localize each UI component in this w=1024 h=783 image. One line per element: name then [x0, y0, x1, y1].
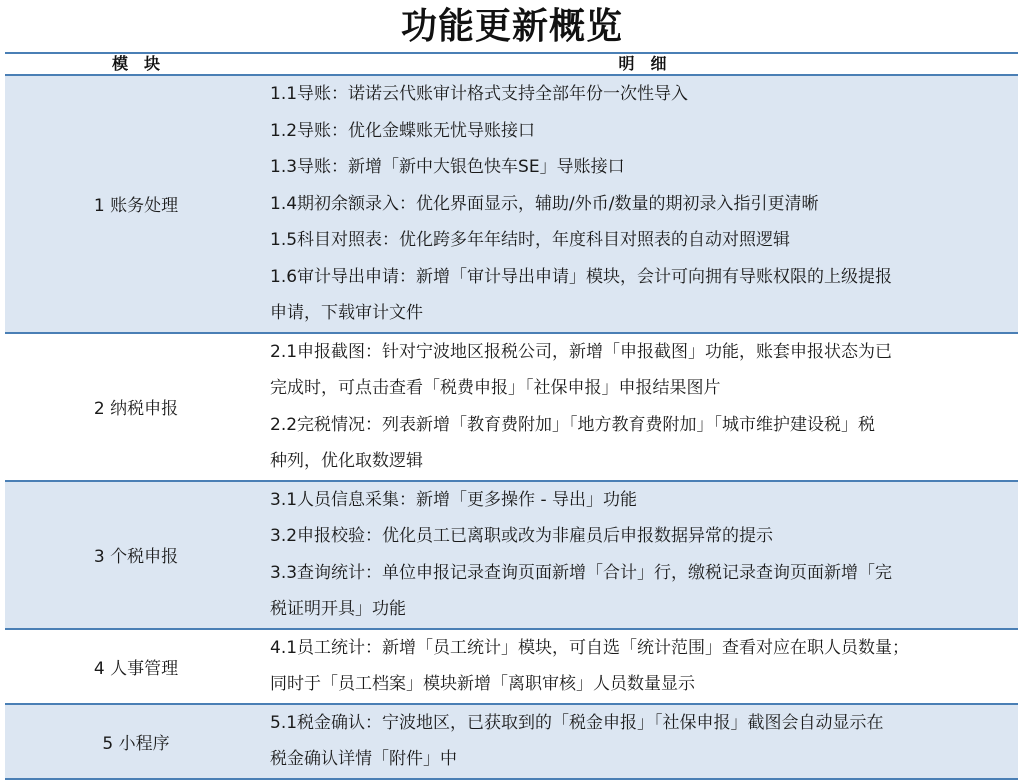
- detail-line: 税金确认详情「附件」中: [270, 749, 457, 769]
- module-cell: 4 人事管理: [93, 658, 179, 679]
- detail-line: 2.2完税情况：列表新增「教育费附加」「地方教育费附加」「城市维护建设税」税: [270, 414, 876, 435]
- header-module: 模 块: [111, 54, 160, 73]
- detail-line: 同时于「员工档案」模块新增「离职审核」人员数量显示: [270, 674, 695, 694]
- detail-cell: [267, 482, 1018, 628]
- detail-line: 3.2申报校验：优化员工已离职或改为非雇员后申报数据异常的提示: [270, 526, 774, 546]
- detail-line: 种列，优化取数逻辑: [270, 451, 423, 471]
- detail-line: 1.2导账：优化金蝶账无忧导账接口: [270, 120, 536, 141]
- detail-cell: [267, 76, 1018, 332]
- module-cell: 1 账务处理: [93, 196, 179, 217]
- detail-cell: [267, 705, 1018, 778]
- table-row: [5, 334, 1018, 482]
- page-title: 功能更新概览: [400, 6, 623, 47]
- detail-line: 1.6审计导出申请：新增「审计导出申请」模块，会计可向拥有导账权限的上级提报: [270, 266, 893, 287]
- module-cell: 5 小程序: [102, 733, 170, 754]
- detail-line: 1.4期初余额录入：优化界面显示，辅助/外币/数量的期初录入指引更清晰: [270, 193, 819, 214]
- table-row: [5, 76, 1018, 334]
- table-row: [5, 482, 1018, 630]
- update-table: [5, 52, 1018, 780]
- table-row: [5, 630, 1018, 705]
- detail-cell: [267, 334, 1018, 480]
- detail-line: 2.1申报截图：针对宁波地区报税公司，新增「申报截图」功能，账套申报状态为已: [270, 341, 893, 362]
- detail-line: 3.1人员信息采集：新增「更多操作 - 导出」功能: [270, 489, 637, 510]
- detail-line: 税证明开具」功能: [270, 599, 406, 619]
- detail-line: 5.1税金确认：宁波地区，已获取到的「税金申报」「社保申报」截图会自动显示在: [270, 712, 884, 733]
- detail-line: 完成时，可点击查看「税费申报」「社保申报」申报结果图片: [270, 378, 721, 398]
- detail-line: 3.3查询统计：单位申报记录查询页面新增「合计」行，缴税记录查询页面新增「完: [270, 562, 893, 583]
- detail-cell: [267, 630, 1018, 703]
- table-header: [5, 52, 1018, 76]
- detail-line: 1.3导账：新增「新中大银色快车SE」导账接口: [270, 157, 625, 177]
- detail-line: 1.5科目对照表：优化跨多年年结时，年度科目对照表的自动对照逻辑: [270, 230, 791, 250]
- detail-line: 申请，下载审计文件: [270, 303, 423, 323]
- detail-line: 1.1导账：诺诺云代账审计格式支持全部年份一次性导入: [270, 84, 689, 104]
- table-row: [5, 705, 1018, 780]
- header-detail: 明 细: [618, 54, 667, 73]
- module-cell: 3 个税申报: [93, 547, 179, 567]
- module-cell: 2 纳税申报: [93, 399, 179, 419]
- detail-line: 4.1员工统计：新增「员工统计」模块，可自选「统计范围」查看对应在职人员数量；: [270, 637, 910, 658]
